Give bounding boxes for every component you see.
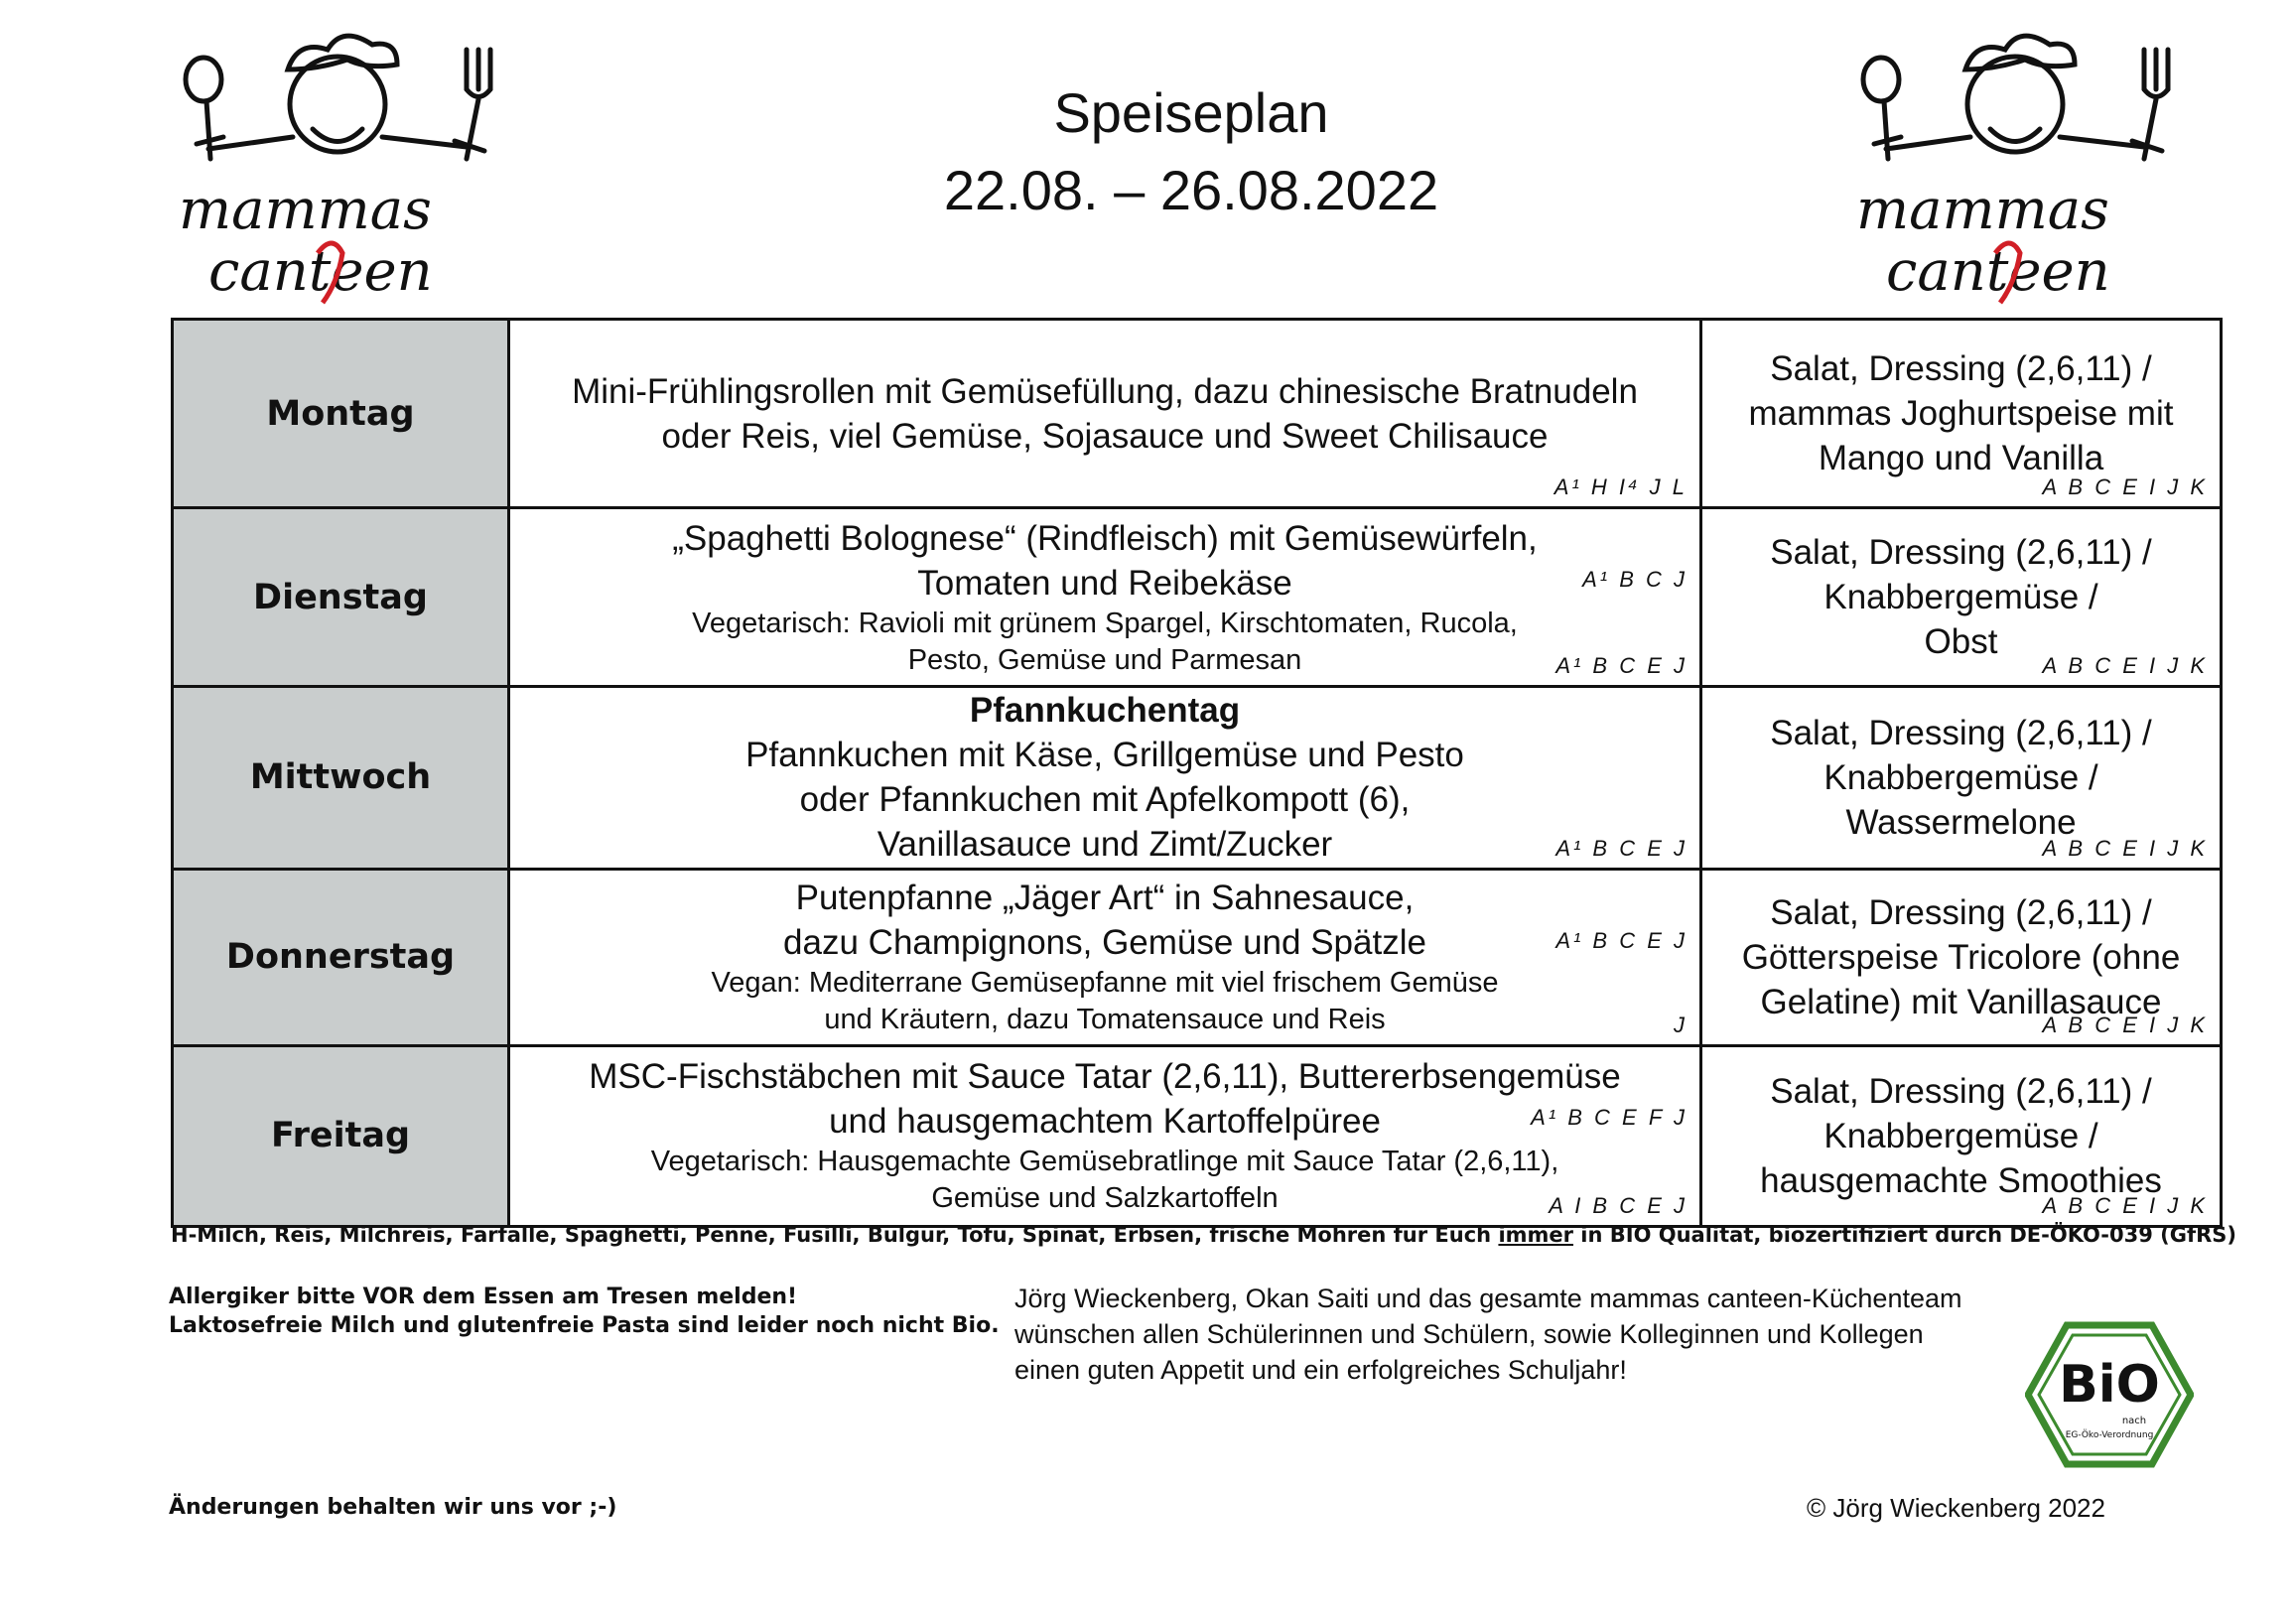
- side-dish-line: Gelatine) mit Vanillasauce: [1760, 982, 2162, 1021]
- main-dish-line: Putenpfanne „Jäger Art“ in Sahnesauce,: [795, 879, 1415, 918]
- table-row-mittwoch: [173, 687, 2222, 869]
- main-dish-line: MSC-Fischstäbchen mit Sauce Tatar (2,6,11), Buttererbsengemüse: [589, 1057, 1621, 1097]
- svg-text:BiO: BiO: [2059, 1355, 2160, 1415]
- day-label: Dienstag: [173, 508, 509, 687]
- main-dish-cell: [509, 320, 1701, 508]
- side-dish-line: Knabbergemüse /: [1823, 757, 2098, 797]
- footnote-text-end: in BIO Qualität, biozertifiziert durch DE-ÖKO-039 (GfRS): [1573, 1223, 2237, 1247]
- allergen-codes: A¹ B C E F J: [1531, 1104, 1688, 1130]
- vegetarian-line: Pesto, Gemüse und Parmesan: [907, 643, 1302, 676]
- side-dish-line: Salat, Dressing (2,6,11) /: [1770, 892, 2152, 932]
- side-dish-line: Salat, Dressing (2,6,11) /: [1770, 1071, 2152, 1111]
- side-dish-cell: [1701, 320, 2222, 508]
- table-row-dienstag: [173, 508, 2222, 687]
- main-dish-line: Tomaten und Reibekäse: [917, 563, 1292, 603]
- team-greeting: [1014, 1281, 1961, 1388]
- allergen-codes: A B C E I J K: [2042, 1193, 2208, 1218]
- main-dish-line: Mini-Frühlingsrollen mit Gemüsefüllung, dazu chinesische Bratnudeln: [572, 371, 1638, 411]
- day-label: Mittwoch: [173, 687, 509, 869]
- mammas-canteen-logo-left: [169, 30, 506, 313]
- lactose-line: Laktosefreie Milch und glutenfreie Pasta sind leider noch nicht Bio.: [169, 1313, 1000, 1338]
- allergen-codes: A¹ B C J: [1582, 567, 1688, 593]
- svg-text:mammas: mammas: [179, 178, 432, 242]
- allergen-codes: A¹ B C E J: [1555, 653, 1688, 679]
- vegan-line: und Kräutern, dazu Tomatensauce und Reis: [824, 1004, 1386, 1036]
- menu-table: [171, 318, 2223, 1228]
- side-dish-line: Knabbergemüse /: [1823, 578, 2098, 617]
- allergen-codes: J: [1674, 1012, 1688, 1037]
- table-row-montag: [173, 320, 2222, 508]
- table-row-donnerstag: [173, 869, 2222, 1045]
- greeting-line: einen guten Appetit und ein erfolgreiches Schuljahr!: [1014, 1355, 1627, 1385]
- side-dish-line: Salat, Dressing (2,6,11) /: [1770, 349, 2152, 389]
- svg-text:canteen: canteen: [1886, 239, 2110, 304]
- vegetarian-line: Gemüse und Salzkartoffeln: [931, 1182, 1279, 1215]
- title-line-1: Speiseplan: [1053, 81, 1329, 144]
- side-dish-cell: [1701, 869, 2222, 1045]
- side-dish-line: Wassermelone: [1845, 802, 2077, 842]
- side-dish-line: Obst: [1924, 622, 1998, 662]
- main-dish-line: dazu Champignons, Gemüse und Spätzle: [783, 923, 1426, 963]
- side-dish-line: mammas Joghurtspeise mit: [1748, 394, 2174, 434]
- svg-text:mammas: mammas: [1856, 178, 2109, 242]
- main-dish-cell: [509, 869, 1701, 1045]
- side-dish-line: Salat, Dressing (2,6,11) /: [1770, 533, 2152, 573]
- footnote-text: H-Milch, Reis, Milchreis, Farfalle, Spaghetti, Penne, Fusilli, Bulgur, Tofu, Spinat, Erbsen, frische Möhren für Euch: [171, 1223, 1499, 1247]
- day-label: Donnerstag: [173, 869, 509, 1045]
- changes-notice: Änderungen behalten wir uns vor ;-): [169, 1495, 617, 1520]
- main-dish-line: „Spaghetti Bolognese“ (Rindfleisch) mit Gemüsewürfeln,: [672, 518, 1538, 558]
- allergy-line: Allergiker bitte VOR dem Essen am Tresen melden!: [169, 1285, 798, 1309]
- greeting-line: Jörg Wieckenberg, Okan Saiti und das gesamte mammas canteen-Küchenteam: [1014, 1284, 1962, 1313]
- allergen-codes: A B C E I J K: [2042, 1012, 2208, 1037]
- greeting-line: wünschen allen Schülerinnen und Schülern, sowie Kolleginnen und Kollegen: [1014, 1319, 1924, 1349]
- footnote-emphasis: immer: [1498, 1223, 1573, 1247]
- allergen-codes: A¹ B C E J: [1555, 927, 1688, 953]
- allergen-codes: A¹ H I⁴ J L: [1553, 474, 1688, 500]
- copyright: © Jörg Wieckenberg 2022: [1807, 1493, 2105, 1523]
- main-dish-line: Pfannkuchen mit Käse, Grillgemüse und Pesto: [745, 736, 1464, 775]
- mammas-canteen-logo-right: [1846, 30, 2184, 313]
- vegetarian-line: Vegetarisch: Ravioli mit grünem Spargel, Kirschtomaten, Rucola,: [692, 607, 1518, 639]
- vegan-line: Vegan: Mediterrane Gemüsepfanne mit viel frischem Gemüse: [711, 967, 1499, 1000]
- main-dish-line: Vanillasauce und Zimt/Zucker: [877, 825, 1333, 865]
- side-dish-line: Knabbergemüse /: [1823, 1116, 2098, 1155]
- page-title: [844, 74, 1539, 229]
- main-dish-cell: [509, 1045, 1701, 1226]
- bio-seal-icon: [2025, 1320, 2194, 1469]
- theme-day-heading: Pfannkuchentag: [969, 691, 1241, 731]
- allergen-codes: A B C E I J K: [2042, 835, 2208, 861]
- allergen-codes: A B C E I J K: [2042, 474, 2208, 500]
- svg-text:canteen: canteen: [208, 239, 433, 304]
- side-dish-cell: [1701, 508, 2222, 687]
- side-dish-line: hausgemachte Smoothies: [1760, 1160, 2162, 1200]
- title-date-range: 22.08. – 26.08.2022: [943, 159, 1439, 221]
- side-dish-line: Mango und Vanilla: [1818, 439, 2104, 478]
- side-dish-line: Salat, Dressing (2,6,11) /: [1770, 713, 2152, 752]
- vegetarian-line: Vegetarisch: Hausgemachte Gemüsebratlinge mit Sauce Tatar (2,6,11),: [650, 1146, 1559, 1178]
- allergen-codes: A I B C E J: [1549, 1193, 1688, 1218]
- allergen-codes: A B C E I J K: [2042, 653, 2208, 679]
- svg-text:nach: nach: [2121, 1416, 2147, 1426]
- table-row-freitag: [173, 1045, 2222, 1226]
- main-dish-line: und hausgemachtem Kartoffelpüree: [829, 1102, 1381, 1142]
- main-dish-line: oder Reis, viel Gemüse, Sojasauce und Sweet Chilisauce: [661, 416, 1549, 456]
- main-dish-cell: [509, 508, 1701, 687]
- side-dish-cell: [1701, 1045, 2222, 1226]
- side-dish-cell: [1701, 687, 2222, 869]
- day-label: Montag: [173, 320, 509, 508]
- main-dish-line: oder Pfannkuchen mit Apfelkompott (6),: [799, 780, 1411, 820]
- allergy-notice: [169, 1283, 1000, 1340]
- day-label: Freitag: [173, 1045, 509, 1226]
- allergen-codes: A¹ B C E J: [1555, 835, 1688, 861]
- side-dish-line: Götterspeise Tricolore (ohne: [1741, 937, 2181, 977]
- main-dish-cell: [509, 687, 1701, 869]
- svg-text:EG-Öko-Verordnung: EG-Öko-Verordnung: [2065, 1430, 2154, 1440]
- bio-footnote: [171, 1223, 2236, 1247]
